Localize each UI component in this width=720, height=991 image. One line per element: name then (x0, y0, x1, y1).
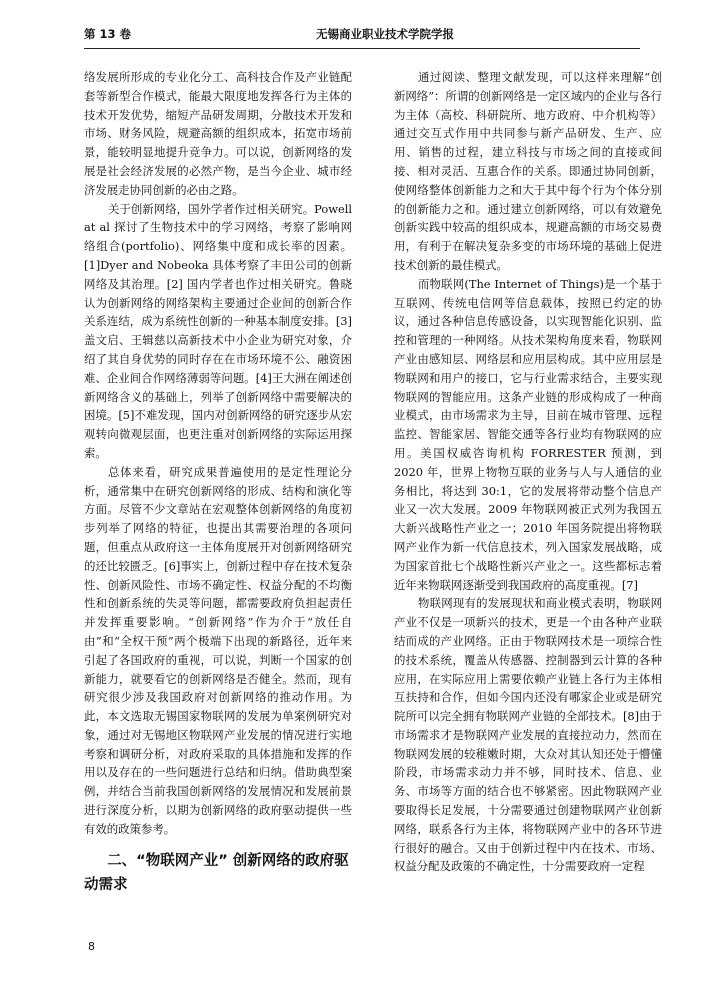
volume-label: 第 13 卷 (84, 27, 132, 41)
paragraph: 物联网现有的发展现状和商业模式表明，物联网产业不仅是一项新兴的技术，更是一个由各种产业联结而成的产业网络。正由于物联网技术是一项综合性的技术系统，覆盖从传感器、控制器到云计算的各种应用，在实际应用上需要依赖产业链上各行为主体相互扶持和合作，但如今国内还没有哪家企业或是研究院所可以完全拥有物联网产业链的全部技术。[8]由于市场需求才是物联网产业发展的直接拉动力，然而在物联网发展的较稚嫩时期，大众对其认知还处于懵懂阶段，市场需求动力并不够，同时技术、信息、业务、市场等方面的结合也不够紧密。因此物联网产业要取得长足发展，十分需要通过创建物联网产业创新网络，联系各行为主体，将物联网产业中的各环节进行很好的融合。又由于创新过程中内在技术、市场、权益分配及政策的不确定性，十分需要政府一定程 (394, 596, 662, 874)
paragraph: 而物联网(The Internet of Things)是一个基于互联网、传统电信网等信息载体，按照已约定的协议，通过各种信息传感设备，以实现智能化识别、监控和管理的一种网络。从技术架构角度来看，物联网产业由感知层、网络层和应用层构成。其中应用层是物联网和用户的接口，它与行业需求结合，主要实现物联网的智能应用。这条产业链的形成构成了一种商业模式，由市场需求为主导，目前在城市管理、远程监控、智能家居、智能交通等各行业均有物联网的应用。美国权威咨询机构 FORRESTER 预测，到 2020 年，世界上物物互联的业务与人与人通信的业务相比，将达到 30:1，它的发展将带动整个信息产业又一次大发展。2009 年物联网被正式列为我国五大新兴战略性产业之一；2010 年国务院提出将物联网产业作为新一代信息技术，列入国家发展战略，成为国家首批七个战略性新兴产业之一。这些都标志着近年来物联网逐渐受到我国政府的高度重视。[7] (394, 276, 662, 592)
page-number: 8 (88, 940, 95, 953)
paragraph: 总体来看，研究成果普遍使用的是定性理论分析，通常集中在研究创新网络的形成、结构和演化等方面。尽管不少文章站在宏观整体创新网络的角度初步列举了网络的特征，也提出其需要治理的各项问题，但重点从政府这一主体角度展开对创新网络研究的还比较匮乏。[6]事实上，创新过程中存在技术复杂性、创新风险性、市场不确定性、权益分配的不均衡性和创新系统的失灵等问题，都需要政府负担起责任并发挥重要影响。“创新网络”作为介于“放任自由”和“全权干预”两个极端下出现的新路径，近年来引起了各国政府的重视，可以说，判断一个国家的创新能力，就要看它的创新网络是否健全。然而，现有研究很少涉及我国政府对创新网络的推动作用。为此，本文选取无锡国家物联网的发展为单案例研究对象，通过对无锡地区物联网产业发展的情况进行实地考察和调研分析，对政府采取的具体措施和发挥的作用以及存在的一些问题进行总结和归纳。借助典型案例，并结合当前我国创新网络的发展情况和发展前景进行深度分析，以期为创新网络的政府驱动提供一些有效的政策参考。 (84, 464, 352, 836)
section-title: 二、“物联网产业” 创新网络的政府驱动需求 (84, 852, 349, 893)
paragraph: 通过阅读、整理文献发现，可以这样来理解“创新网络”：所谓的创新网络是一定区域内的企业与各行为主体（高校、科研院所、地方政府、中介机构等）通过交互式作用中共同参与新产品研发、生产、应用、销售的过程，建立科技与市场之间的直接或间接、相对灵活、互惠合作的关系。即通过协同创新，使网络整体创新能力之和大于其中每个行为个体分别的创新能力之和。通过建立创新网络，可以有效避免创新实践中较高的组织成本，规避高额的市场交易费用，有利于在解决复杂多变的市场环境的基础上促进技术创新的最佳模式。 (394, 70, 662, 272)
right-column (394, 68, 662, 876)
paragraph: 络发展所形成的专业化分工、高科技合作及产业链配套等新型合作模式，能最大限度地发挥各行为主体的技术开发优势，缩短产品研发周期，分散技术开发和市场、财务风险，规避高额的组织成本，拓宽市场前景，能较明显地提升竞争力。可以说，创新网络的发展是社会经济发展的必然产物，是当今企业、城市经济发展走协同创新的必由之路。 (84, 70, 352, 197)
journal-title: 无锡商业职业技术学院学报 (316, 27, 454, 41)
paragraph: 关于创新网络，国外学者作过相关研究。Powell at al 探讨了生物技术中的学习网络，考察了影响网络组合(portfolio)、网络集中度和成长率的因素。[1]Dyer and Nobeoka 具体考察了丰田公司的创新网络及其治理。[2] 国内学者也作过相关研究。鲁晓认为创新网络的网络架构主要通过企业间的创新合作关系连结，成为系统性创新的一种基本制度安排。[3]盖文启、王辑慈以高新技术中小企业为研究对象，介绍了其自身优势的同时存在在市场环境不公、融资困难、企业间合作网络薄弱等问题。[4]王大洲在阐述创新网络含义的基础上，列举了创新网络中需要解决的困境。[5]不难发现，国内对创新网络的研究逐步从宏观转向微观层面，也更注重对创新网络的实际运用探索。 (84, 201, 352, 460)
left-column (84, 68, 352, 897)
running-header (84, 20, 640, 49)
